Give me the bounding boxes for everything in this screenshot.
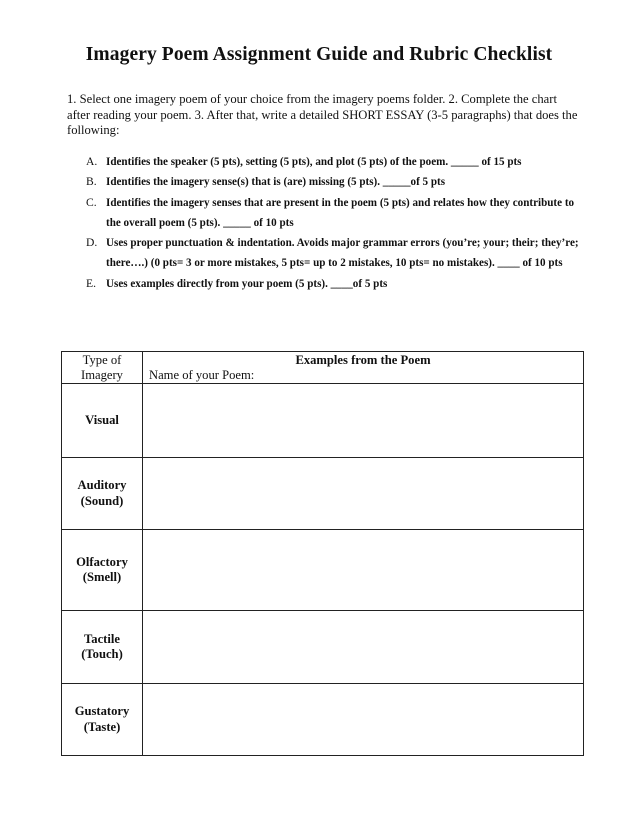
imagery-chart-table <box>61 351 584 756</box>
imagery-type-auditory <box>62 458 143 530</box>
page-title: Imagery Poem Assignment Guide and Rubric Checklist <box>85 44 553 65</box>
examples-cell-visual[interactable] <box>143 384 584 458</box>
header-examples-title: Examples from the Poem <box>295 353 431 367</box>
criterion-text: Identifies the imagery senses that are present in the poem (5 pts) and relates how they contribute to the overall poem (5 pts). _____ of 10 pts <box>106 196 575 229</box>
imagery-type-visual <box>62 384 143 458</box>
criterion-marker: D. <box>86 236 98 250</box>
imagery-type-label: Auditory <box>77 478 127 492</box>
imagery-type-sublabel: (Touch) <box>81 647 123 661</box>
criterion-text: Identifies the imagery sense(s) that is (are) missing (5 pts). _____of 5 pts <box>106 176 446 189</box>
criterion-marker: B. <box>86 175 97 189</box>
instructions-paragraph: 1. Select one imagery poem of your choice from the imagery poems folder. 2. Complete the chart after reading your poem. 3. After that, write a detailed SHORT ESSAY (3-5 paragraphs) that does the following: <box>67 92 578 138</box>
criterion-a <box>86 152 586 172</box>
imagery-type-tactile <box>62 611 143 684</box>
criterion-marker: A. <box>86 155 98 168</box>
header-examples-cell <box>143 352 584 384</box>
header-type-line1: Type of <box>82 352 122 367</box>
poem-name-label: Name of your Poem: <box>149 368 255 382</box>
imagery-type-label: Visual <box>85 412 119 427</box>
header-type-line2: Imagery <box>81 367 123 382</box>
criterion-marker: C. <box>86 195 97 209</box>
criterion-b <box>86 172 586 192</box>
imagery-type-gustatory <box>62 684 143 756</box>
criterion-c <box>86 193 586 234</box>
table-row <box>62 458 584 530</box>
examples-cell-auditory[interactable] <box>143 458 584 530</box>
imagery-type-sublabel: (Smell) <box>82 570 122 584</box>
rubric-criteria-list <box>86 152 586 294</box>
criterion-e <box>86 274 586 294</box>
criterion-text: Uses examples directly from your poem (5 pts). ____of 5 pts <box>106 277 388 290</box>
table-row <box>62 611 584 684</box>
imagery-type-label: Tactile <box>84 631 120 646</box>
table-row <box>62 530 584 611</box>
table-row <box>62 684 584 756</box>
criterion-marker: E. <box>86 276 96 290</box>
criterion-text: Uses proper punctuation & indentation. Avoids major grammar errors (you’re; your; their; they’re; there….) (0 pts= 3 or more mistakes, 5 pts= up to 2 mistakes, 10 pts= no mistakes). ____ of 10 pts <box>106 237 579 270</box>
table-header-row <box>62 352 584 384</box>
criterion-d <box>86 233 586 274</box>
imagery-type-label: Gustatory <box>74 704 130 718</box>
examples-cell-olfactory[interactable] <box>143 530 584 611</box>
criterion-text: Identifies the speaker (5 pts), setting (5 pts), and plot (5 pts) of the poem. _____ of 15 pts <box>106 156 522 168</box>
examples-cell-tactile[interactable] <box>143 611 584 684</box>
header-type-of-imagery <box>62 352 143 384</box>
examples-cell-gustatory[interactable] <box>143 684 584 756</box>
imagery-type-sublabel: (Sound) <box>80 493 124 508</box>
imagery-type-label: Olfactory <box>76 554 128 569</box>
imagery-type-sublabel: (Taste) <box>83 719 121 734</box>
table-row <box>62 384 584 458</box>
imagery-type-olfactory <box>62 530 143 611</box>
